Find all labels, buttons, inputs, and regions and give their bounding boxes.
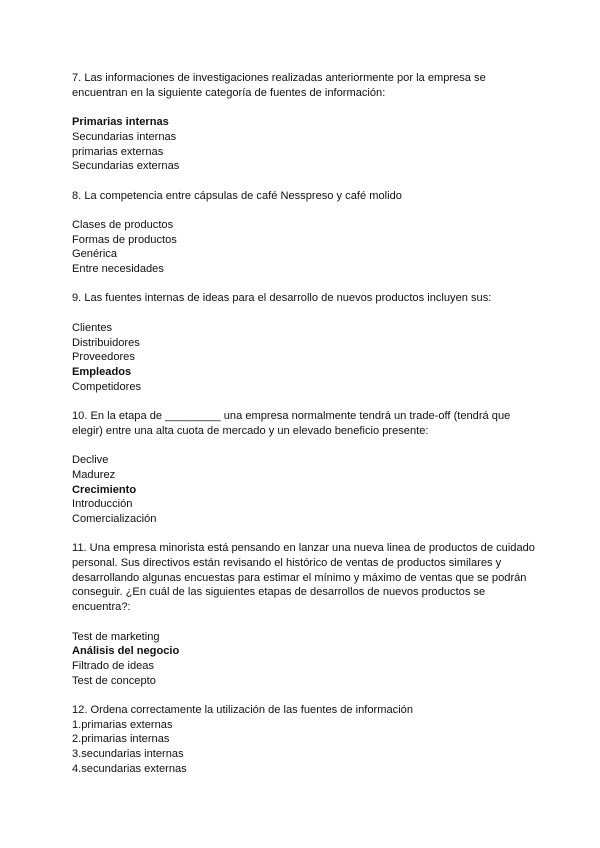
- question-12-option: 4.secundarias externas: [72, 762, 187, 775]
- question-7-option-correct: Primarias internas: [72, 116, 169, 129]
- question-8-option: Clases de productos: [72, 218, 174, 231]
- question-7-text: 7. Las informaciones de investigaciones realizadas anteriormente por la empresa se encuentran en la siguiente categoría de fuentes de información:: [72, 72, 486, 99]
- question-10: [72, 409, 542, 527]
- question-10-option: Introducción: [72, 498, 133, 511]
- question-8-option: Genérica: [72, 248, 118, 261]
- question-7-option: Secundarias externas: [72, 160, 180, 173]
- question-11-text: 11. Una empresa minorista está pensando en lanzar una nueva linea de productos de cuidado personal. Sus directivos están revisando el histórico de ventas de productos similares y desarrollando algunas encuestas para estimar el mínimo y máximo de ventas que se podrán conseguir. ¿En cuál de las siguientes etapas de desarrollos de nuevos productos se encuentra?:: [72, 542, 535, 614]
- question-12: [72, 703, 542, 777]
- question-8-option: Entre necesidades: [72, 263, 164, 276]
- question-7: [72, 71, 542, 174]
- question-10-option: Comercialización: [72, 512, 157, 525]
- question-10-text: 10. En la etapa de _________ una empresa normalmente tendrá un trade-off (tendrá que elegir) entre una alta cuota de mercado y un elevado beneficio presente:: [72, 410, 511, 437]
- question-9-option: Proveedores: [72, 351, 135, 364]
- question-12-option: 3.secundarias internas: [72, 748, 184, 761]
- question-8-option: Formas de productos: [72, 233, 177, 246]
- question-7-option: Secundarias internas: [72, 130, 177, 143]
- question-10-option: Madurez: [72, 468, 116, 481]
- question-9-text: 9. Las fuentes internas de ideas para el desarrollo de nuevos productos incluyen sus:: [72, 292, 492, 305]
- question-11-option: Test de marketing: [72, 630, 160, 643]
- question-12-option: 1.primarias externas: [72, 718, 173, 731]
- question-11: [72, 541, 542, 688]
- question-11-option: Filtrado de ideas: [72, 659, 155, 672]
- question-10-option: Declive: [72, 454, 109, 467]
- question-8-text: 8. La competencia entre cápsulas de café Nesspreso y café molido: [72, 189, 402, 202]
- question-9: [72, 291, 542, 394]
- question-11-option: Test de concepto: [72, 674, 156, 687]
- question-11-option-correct: Análisis del negocio: [72, 645, 180, 658]
- document-page: [72, 71, 542, 791]
- question-12-option: 2.primarias internas: [72, 733, 170, 746]
- question-9-option: Competidores: [72, 380, 142, 393]
- question-7-option: primarias externas: [72, 145, 164, 158]
- question-10-option-correct: Crecimiento: [72, 483, 137, 496]
- question-12-text: 12. Ordena correctamente la utilización de las fuentes de información: [72, 704, 414, 717]
- question-9-option-correct: Empleados: [72, 365, 132, 378]
- question-8: [72, 189, 542, 277]
- question-9-option: Clientes: [72, 321, 113, 334]
- question-9-option: Distribuidores: [72, 336, 140, 349]
